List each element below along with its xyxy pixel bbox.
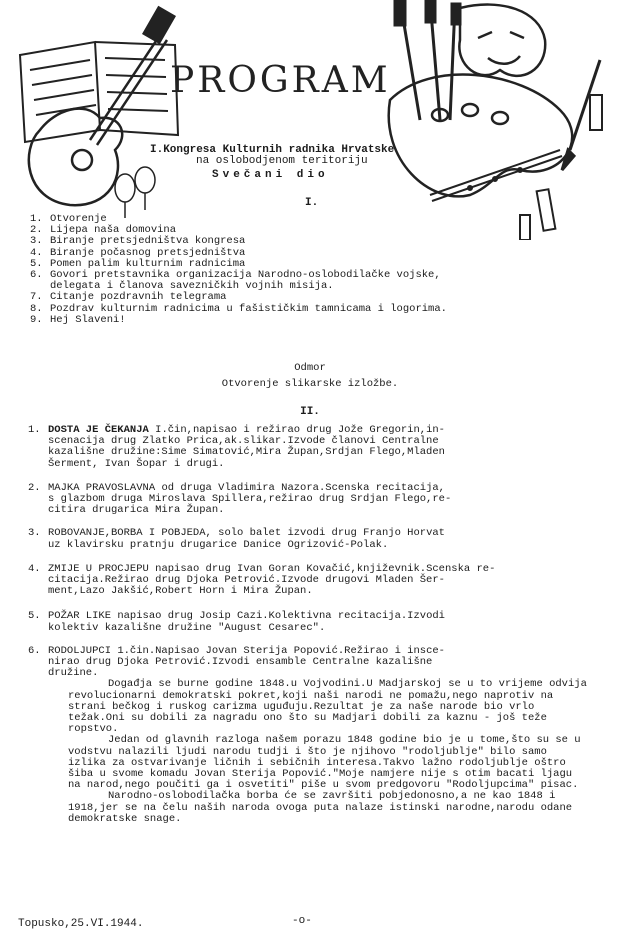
list-item: 6. RODOLJUPCI 1.čin.Napisao Jovan Sterija Popović.Režirao i insce- nirao drug Djoka Petrović.Izvodi ensamble Centralne kazališne družine. Događja se burne godine 1848.u Vojvodini.U Madjarskoj se u to vrijeme odvija revolucionarni demokratski pokret,koji naši narodi ne pomažu,nego naprotiv na strani bečkog i ruskog carizma uguđuju.Rezultat je za naše narode bio vrlo težak.Oni su dobili za nagradu ono što su Madjari dobili za kaznu - još teže ropstvo. Jedan od glavnih razloga našem porazu 1848 godine bio je u tome,što su se u vodstvu nalazili ljudi narodu tudji i što je njihovo "rodoljublje" bilo samo izlika za ostvarivanje ličnih i sebičnih interesa.Takvo lažno rodoljublje oštro šiba u svome komadu Jovan Sterija Popović."Moje namjere nije s otim bacati ljagu na narod,nego poučiti ga i osvetiti" piše u svom predgovoru "Rodoljupcima" pisac. Narodno-oslobodilačka borba će se završiti pobjedonosno,a ne kao 1848 i 1918,jer se na čelu naših naroda ovoga puta nalaze istinski narodne,narodu odane demokratske snage. [28, 644, 587, 825]
guitar-icon [29, 8, 174, 206]
end-mark: -o- [292, 915, 312, 927]
intermission-label: Odmor [294, 362, 326, 374]
synopsis-paragraph: Jedan od glavnih razloga našem porazu 1848 godine bio je u tome,što su se u vodstvu nalazili ljudi narodu tudji i što je njihovo "rodoljublje" bilo samo izlika za ostvarivanje ličnih i sebičnih interesa.Takvo lažno rodoljublje oštro šiba u svome komadu Jovan Sterija Popović."Moje namjere nije s otim bacati ljagu na narod,nego poučiti ga i osvetiti" piše u svom predgovoru "Rodoljupcima" pisac. [68, 734, 581, 792]
section-1-numeral: I. [305, 197, 319, 209]
list-item: 5. Pomen palim kulturnim radnicima [30, 257, 246, 270]
list-item: 4. Biranje počasnog pretsjedništva [30, 246, 246, 259]
list-item: 5. POŽAR LIKE napisao drug Josip Cazi.Kolektivna recitacija.Izvodi kolektiv kazališne družine "August Cesarec". [28, 610, 445, 634]
list-item: 3. ROBOVANJE,BORBA I POBJEDA, solo balet izvodi drug Franjo Horvat uz klavirsku pratnju drugarice Danice Ogrizović-Polak. [28, 527, 445, 551]
list-item: delegata i članova savezničkih vojnih misija. [50, 280, 334, 293]
list-item: 6. Govori pretstavnika organizacija Narodno-oslobodilačke vojske, [30, 269, 441, 282]
place-and-date: Topusko,25.VI.1944. [18, 918, 144, 930]
list-item: 2. Lijepa naša domovina [30, 224, 177, 237]
exhibition-opening: Otvorenje slikarske izložbe. [221, 378, 399, 390]
list-item: 1. Otvorenje [30, 213, 107, 225]
page-title: PROGRAM [170, 60, 391, 101]
theatre-mask-icon [459, 5, 545, 76]
congress-title: I.Kongresa Kulturnih radnika Hrvatske [150, 144, 395, 156]
flute-icon [430, 150, 562, 201]
list-item: 3. Biranje pretsjedništva kongresa [30, 235, 246, 248]
synopsis-paragraph: Narodno-oslobodilačka borba će se završiti pobjedonosno,a ne kao 1848 i 1918,jer se na čelu naših naroda ovoga puta nalaze istinski narodne,narodu odane demokratske snage. [68, 790, 573, 825]
paint-brushes-icon [395, 0, 460, 120]
list-item: 2. MAJKA PRAVOSLAVNA od druga Vladimira Nazora.Scenska recitacija, s glazbom druga Miroslava Spillera,režirao drug Srdjan Flego,re- citira drugarica Mira Župan. [28, 481, 452, 517]
pen-icon [562, 60, 600, 170]
congress-location: na oslobodjenom teritoriju [196, 155, 368, 167]
list-item: 4. ZMIJE U PROCJEPU napisao drug Ivan Goran Kovačić,književnik.Scenska re- citacija.Režirao drug Djoka Petrović.Izvode drugovi Mladen Šer- ment,Lazo Jakšić,Robert Horn i Mira Župan. [28, 562, 496, 598]
ceremonial-part-heading: Svečani dio [212, 169, 329, 181]
list-item: 1. DOSTA JE ČEKANJA I.čin,napisao i režirao drug Jože Gregorin,in- scenacija drug Zlatko Prica,ak.slikar.Izvode članovi Centralne kazališne družine:Sime Simatović,Mira Župan,Srdjan Flego,Mladen Šerment, Ivan Šopar i drugi. [28, 424, 445, 470]
section-1-list [30, 214, 590, 326]
section-2-list [28, 425, 588, 825]
list-item: 8. Pozdrav kulturnim radnicima u fašističkim tamnicama i logorima. [30, 302, 447, 315]
synopsis-paragraph: Događja se burne godine 1848.u Vojvodini.U Madjarskoj se u to vrijeme odvija revolucionarni demokratski pokret,koji naši narodi ne pomažu,nego naprotiv na strani bečkog i ruskog carizma uguđuju.Rezultat je za naše narode bio vrlo težak.Oni su dobili za nagradu ono što su Madjari dobili za kaznu - još teže ropstvo. [68, 678, 587, 736]
maracas-icon [115, 167, 155, 218]
section-2-numeral: II. [300, 406, 320, 418]
list-item: 9. Hej Slaveni! [30, 313, 126, 326]
list-item: 7. Citanje pozdravnih telegrama [30, 291, 227, 304]
